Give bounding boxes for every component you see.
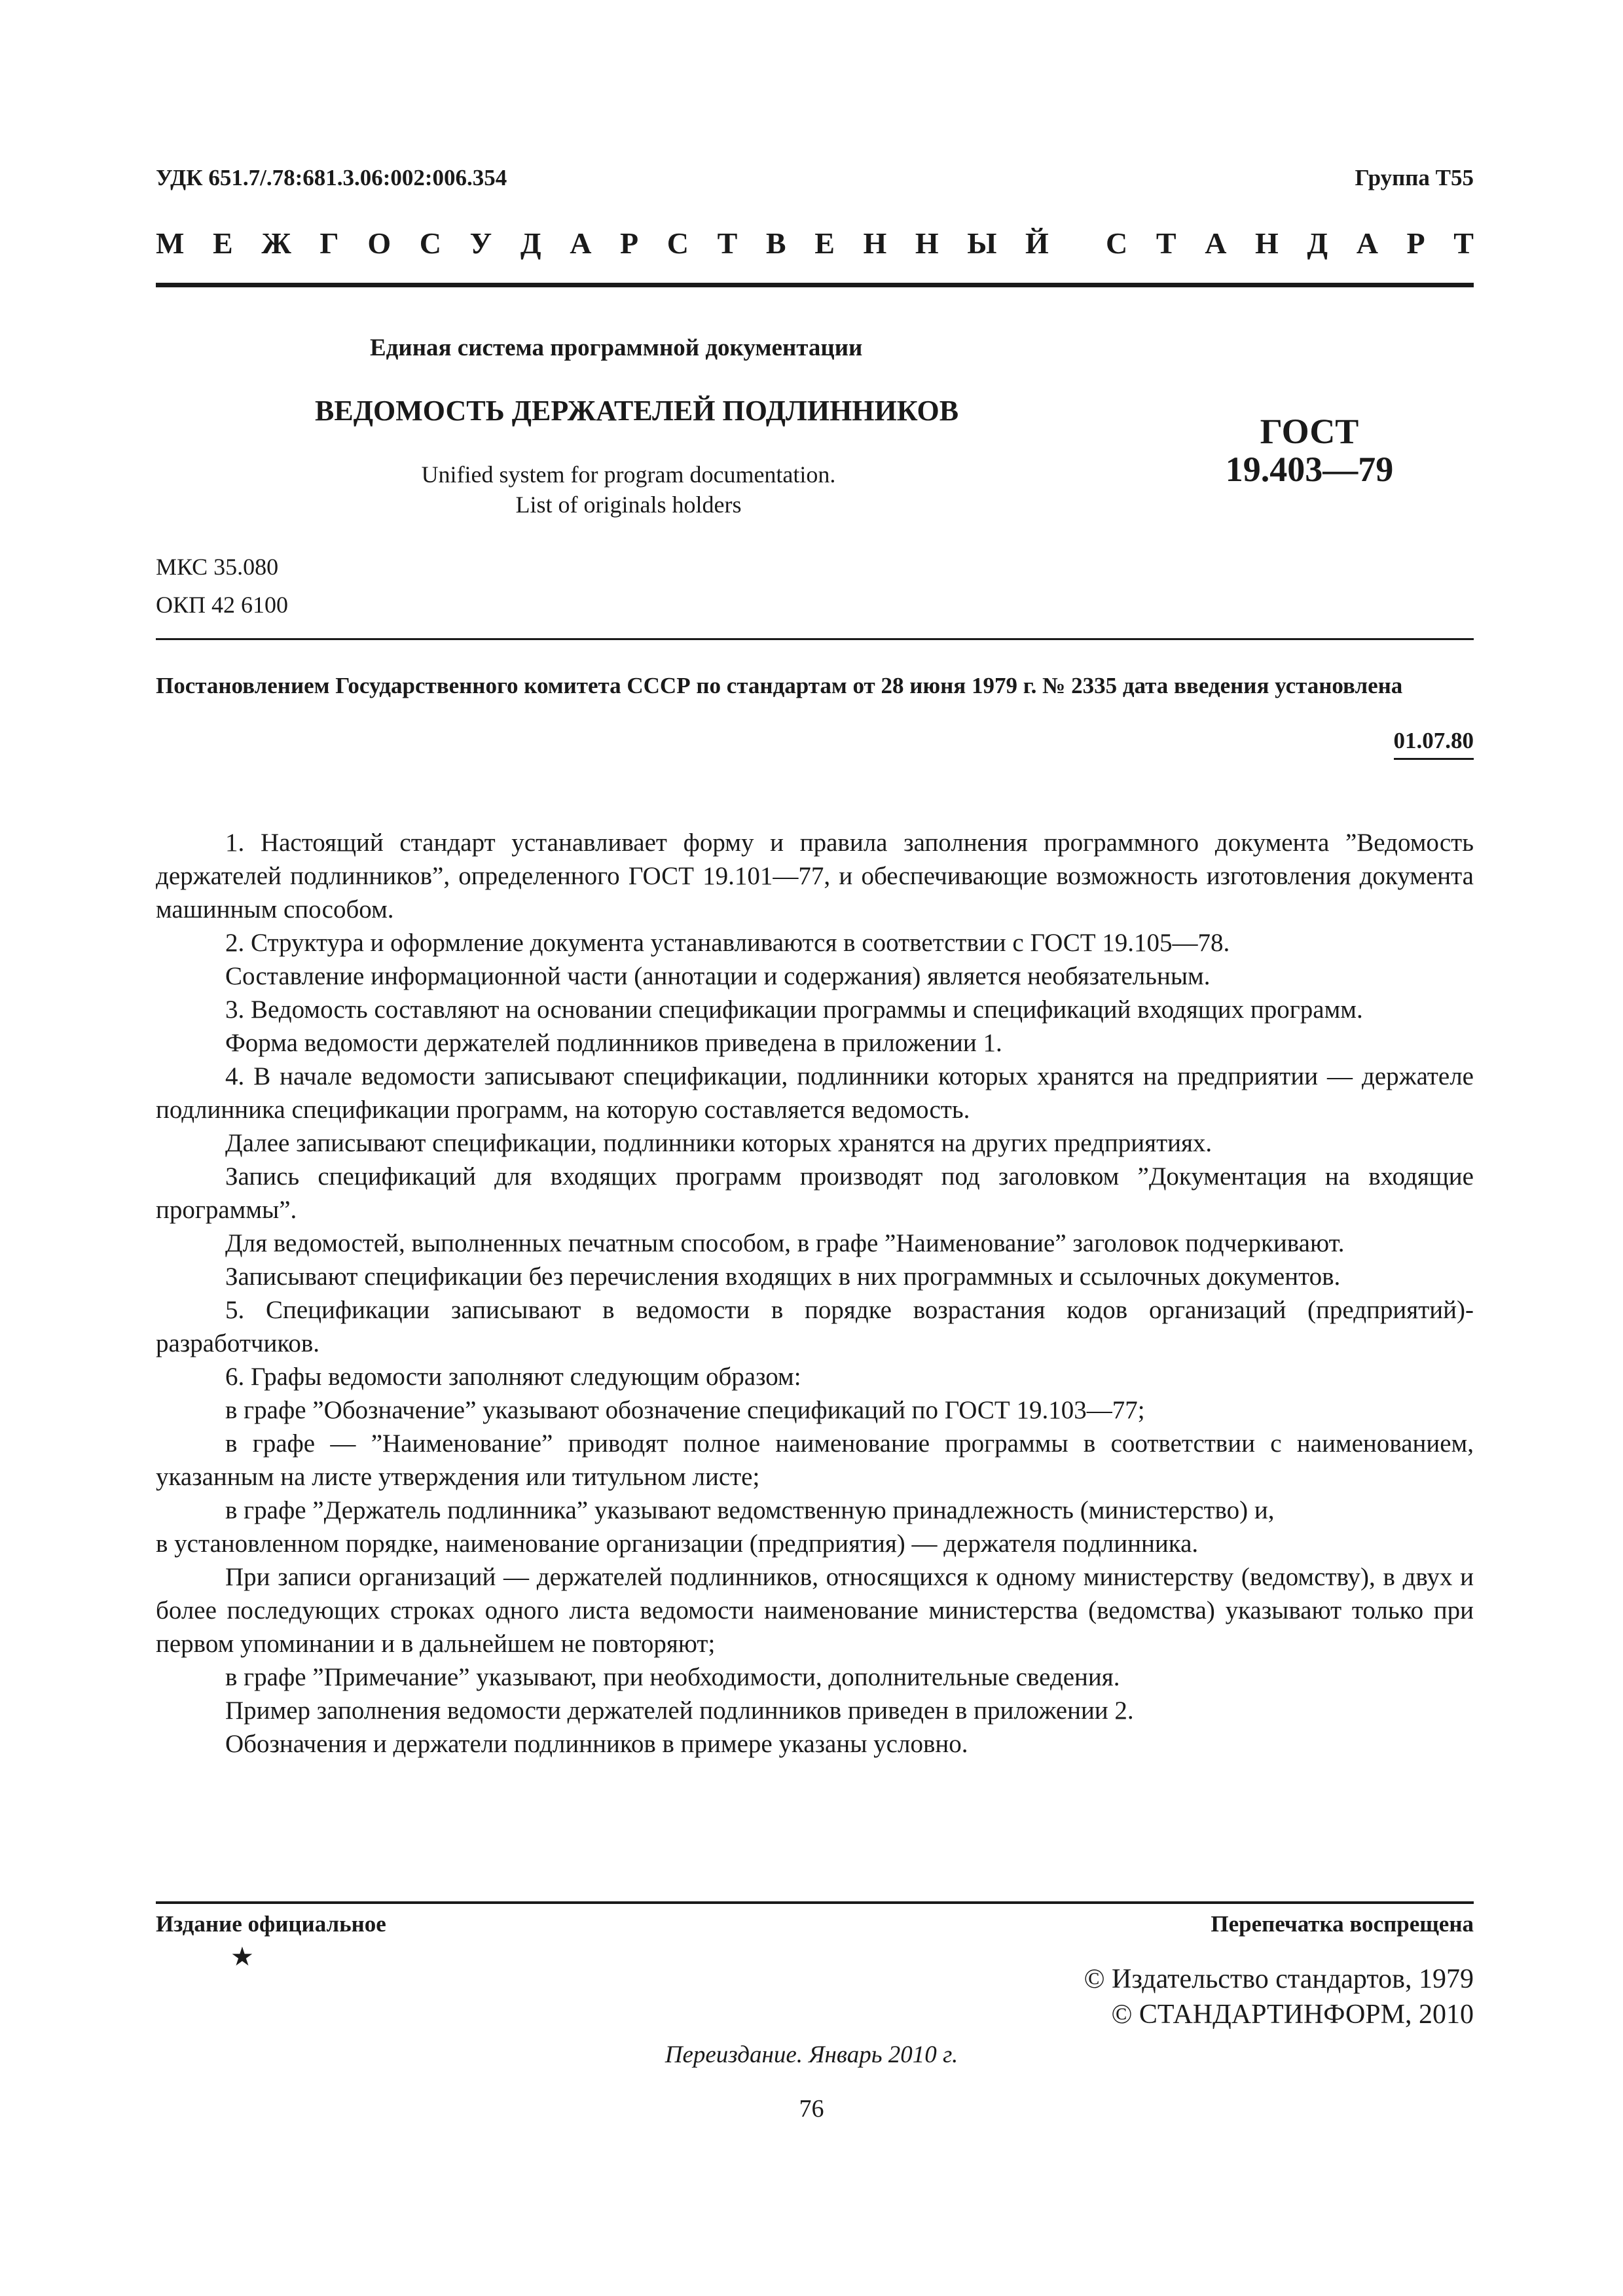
body-paragraph: Пример заполнения ведомости держателей подлинников приведен в приложении 2.	[225, 1696, 1134, 1725]
body-paragraph: Обозначения и держатели подлинников в примере указаны условно.	[225, 1730, 968, 1758]
top-rule	[156, 283, 1474, 287]
body-paragraph: в графе ”Примечание” указывают, при необходимости, дополнительные сведения.	[225, 1663, 1120, 1691]
english-title-line2: List of originals holders	[515, 492, 742, 518]
body-paragraph: Запись спецификаций для входящих программ производят под заголовком ”Документация на входящие программы”.	[156, 1162, 1474, 1224]
banner-letter: У	[469, 226, 492, 260]
copyright-1979: © Издательство стандартов, 1979	[1084, 1964, 1474, 1994]
udk-code: УДК 651.7/.78:681.3.06:002:006.354	[156, 165, 507, 190]
body-paragraph: Далее записывают спецификации, подлинники которых хранятся на других предприятиях.	[225, 1129, 1213, 1157]
banner-letter: С	[1106, 226, 1128, 260]
banner-letter: Г	[319, 226, 339, 260]
banner-letter: А	[1205, 226, 1227, 260]
body-paragraph: в графе ”Держатель подлинника” указывают ведомственную принадлежность (министерство) и,	[225, 1496, 1275, 1524]
standard-banner	[156, 226, 1474, 260]
banner-letter: А	[1356, 226, 1378, 260]
banner-letter: Т	[1156, 226, 1176, 260]
body-text	[156, 826, 1474, 1761]
banner-letter: Д	[520, 226, 541, 260]
reprint-prohibited: Перепечатка воспрещена	[1211, 1911, 1474, 1937]
body-paragraph: в графе — ”Наименование” приводят полное наименование программы в соответствии с наименованием, указанным на листе утверждения или титульном листе;	[156, 1429, 1474, 1491]
copyright-2010: © СТАНДАРТИНФОРМ, 2010	[1111, 2000, 1474, 2030]
gost-block	[1198, 412, 1421, 488]
banner-letter: С	[419, 226, 441, 260]
body-paragraph: 4. В начале ведомости записывают спецификации, подлинники которых хранятся на предприятии — держателе подлинника спецификации программ, на которую составляется ведомость.	[156, 1062, 1474, 1124]
english-title	[367, 459, 890, 520]
banner-letter: Р	[620, 226, 639, 260]
banner-letter: Н	[915, 226, 939, 260]
banner-letter: Н	[1255, 226, 1279, 260]
banner-letter: Д	[1307, 226, 1328, 260]
banner-letter: Т	[717, 226, 738, 260]
body-paragraph: 6. Графы ведомости заполняют следующим образом:	[225, 1363, 801, 1391]
gost-label: ГОСТ	[1260, 412, 1359, 451]
banner-letter: Р	[1406, 226, 1425, 260]
banner-letter: Е	[814, 226, 835, 260]
body-paragraph: Форма ведомости держателей подлинников приведена в приложении 1.	[225, 1029, 1002, 1057]
middle-rule	[156, 638, 1474, 640]
document-title: ВЕДОМОСТЬ ДЕРЖАТЕЛЕЙ ПОДЛИННИКОВ	[315, 395, 959, 427]
banner-letter: Й	[1025, 226, 1049, 260]
decree-text: Постановлением Государственного комитета СССР по стандартам от 28 июня 1979 г. № 2335 дата введения установлена	[156, 673, 1403, 698]
body-paragraph: в установленном порядке, наименование организации (предприятия) — держателя подлинника.	[156, 1530, 1199, 1558]
body-paragraph: Для ведомостей, выполненных печатным способом, в графе ”Наименование” заголовок подчеркивают.	[225, 1229, 1345, 1257]
body-paragraph: 1. Настоящий стандарт устанавливает форму и правила заполнения программного документа ”Ведомость держателей подлинников”, определенного ГОСТ 19.101—77, и обеспечивающие возможность изготовления документа машинным способом.	[156, 829, 1474, 924]
banner-letter: Н	[863, 226, 887, 260]
star-icon: ★	[230, 1942, 254, 1971]
mks-code: МКС 35.080	[156, 554, 279, 580]
banner-letter: А	[570, 226, 592, 260]
group-code: Группа Т55	[1355, 165, 1474, 190]
english-title-line1: Unified system for program documentation.	[421, 461, 836, 488]
reissue-note: Переиздание. Январь 2010 г.	[665, 2041, 958, 2068]
body-paragraph: Записывают спецификации без перечисления входящих в них программных и ссылочных документов.	[225, 1263, 1341, 1291]
banner-letter: Ы	[967, 226, 997, 260]
official-edition: Издание официальное	[156, 1911, 386, 1937]
gost-number: 19.403—79	[1225, 450, 1394, 489]
body-paragraph: 5. Спецификации записывают в ведомости в порядке возрастания кодов организаций (предприятий)-разработчиков.	[156, 1296, 1474, 1357]
banner-letter: М	[156, 226, 185, 260]
body-paragraph: При записи организаций — держателей подлинников, относящихся к одному министерству (ведомству), в двух и более последующих строках одного листа ведомости наименование министерства (ведомства) указывают только при первом упоминании и в дальнейшем не повторяют;	[156, 1563, 1474, 1658]
banner-letter: Ж	[261, 226, 291, 260]
banner-letter: О	[367, 226, 392, 260]
body-paragraph: в графе ”Обозначение” указывают обозначение спецификаций по ГОСТ 19.103—77;	[225, 1396, 1145, 1424]
body-paragraph: 2. Структура и оформление документа устанавливаются в соответствии с ГОСТ 19.105—78.	[225, 929, 1230, 957]
banner-letter: В	[765, 226, 786, 260]
okp-code: ОКП 42 6100	[156, 592, 289, 618]
system-name: Единая система программной документации	[370, 334, 863, 361]
body-paragraph: 3. Ведомость составляют на основании спецификации программы и спецификаций входящих программ.	[225, 996, 1363, 1024]
banner-letter: Т	[1453, 226, 1474, 260]
body-paragraph: Составление информационной части (аннотации и содержания) является необязательным.	[225, 962, 1211, 990]
banner-letter: С	[666, 226, 689, 260]
introduction-date: 01.07.80	[1394, 728, 1474, 760]
banner-letter: Е	[213, 226, 233, 260]
page-number: 76	[799, 2095, 824, 2123]
bottom-rule	[156, 1901, 1474, 1904]
